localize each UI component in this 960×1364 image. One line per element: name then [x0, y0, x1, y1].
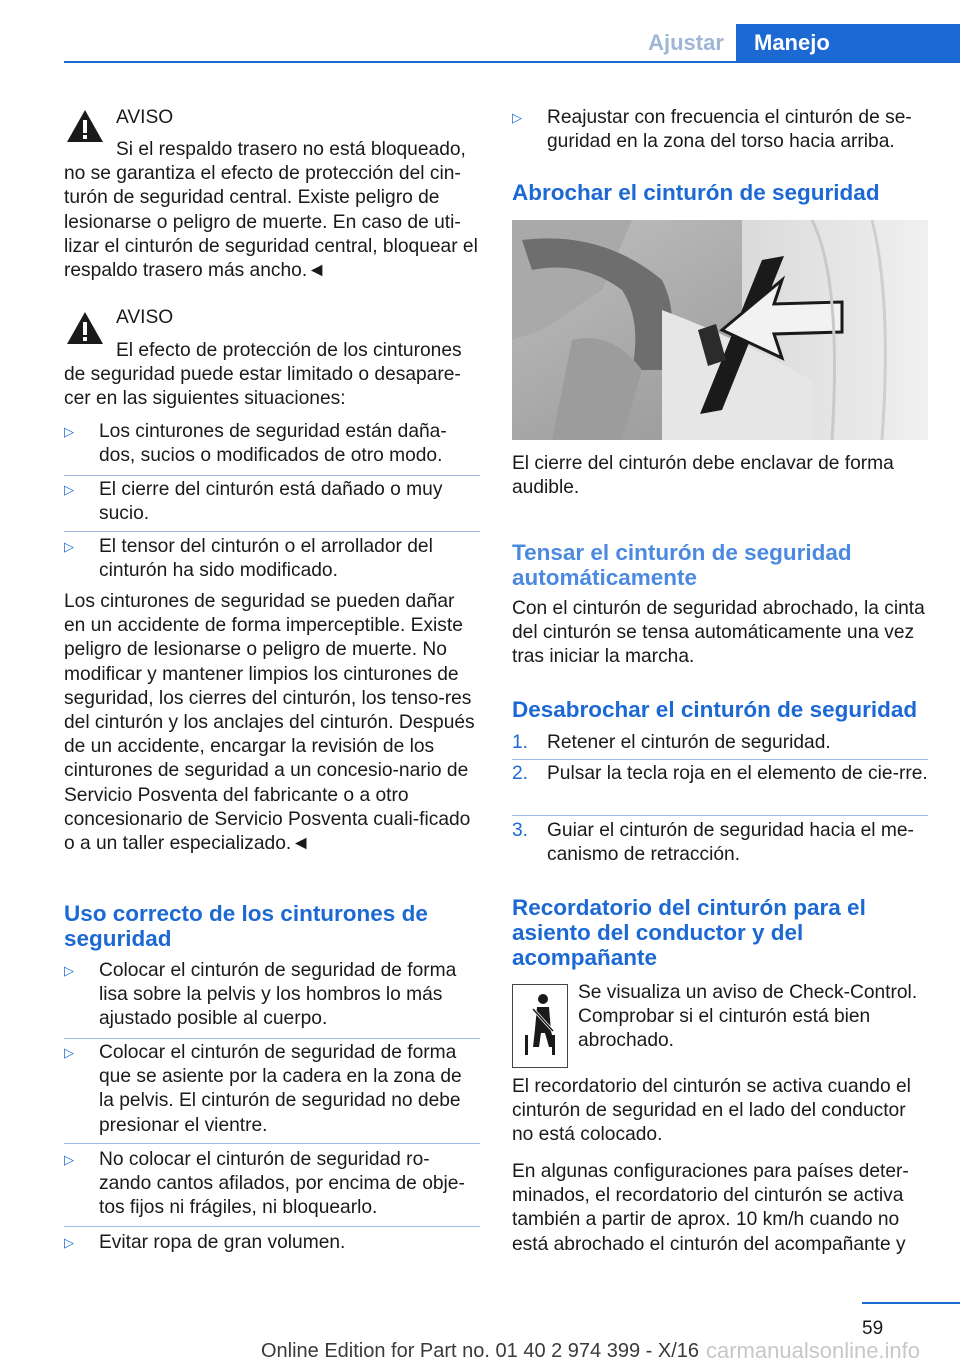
tab-manejo[interactable]: Manejo: [736, 24, 960, 62]
list-separator: [512, 759, 928, 760]
list-item: ▷ El tensor del cinturón o el arrollador del cinturón ha sido modificado.: [64, 536, 433, 582]
list-item: ▷ No colocar el cinturón de seguridad ro-zando cantos afilados, por encima de obje-tos fijos ni frágiles, ni bloquearlo.: [64, 1149, 465, 1219]
footer-rule: [862, 1302, 960, 1304]
warning-title: AVISO: [116, 307, 174, 328]
list-separator: [64, 1143, 480, 1144]
triangle-bullet-icon: ▷: [64, 963, 74, 978]
warning-text: El efecto de protección de los cinturones de seguridad puede estar limitado o desapare-cer en las siguientes situaciones:: [64, 340, 462, 410]
list-separator: [64, 1226, 480, 1227]
seatbelt-warning-icon: [512, 984, 568, 1068]
list-separator: [64, 531, 480, 532]
body-paragraph: Los cinturones de seguridad se pueden dañar en un accidente de forma imperceptible. Existe peligro de lesionarse o peligro de muerte. No modificar y mantener limpios los cinturones de seguridad, los cierres del cinturón, los tenso-res del cinturón y los anclajes del cinturón. Después de un accidente, encargar la revisión de los cinturones de seguridad a un concesio-nario de Servicio Posventa del fabricante o a otro concesionario de Servicio Posventa cuali-ficado o a un taller especializado.◄: [64, 591, 475, 855]
watermark: carmanualsonline.info: [706, 1338, 921, 1363]
list-item: ▷ Reajustar con frecuencia el cinturón de se-guridad en la zona del torso hacia arriba.: [512, 107, 912, 153]
header-rule: [64, 61, 960, 63]
triangle-bullet-icon: ▷: [512, 110, 522, 125]
warning-title: AVISO: [116, 107, 174, 128]
section-heading: Recordatorio del cinturón para el asiento del conductor y del acompañante: [512, 895, 866, 970]
list-item: ▷ Colocar el cinturón de seguridad de forma que se asiente por la cadera en la zona de la pelvis. El cinturón de seguridad no debe presionar el vientre.: [64, 1042, 462, 1136]
body-paragraph: Se visualiza un aviso de Check-Control. Comprobar si el cinturón está bien abrochado.: [578, 982, 918, 1052]
seatbelt-buckle-illustration: [512, 220, 928, 440]
list-item: ▷ Los cinturones de seguridad están daña-dos, sucios o modificados de otro modo.: [64, 421, 447, 467]
tab-ajustar[interactable]: Ajustar: [648, 30, 724, 55]
list-item: 1. Retener el cinturón de seguridad.: [512, 732, 831, 753]
list-item: ▷ Evitar ropa de gran volumen.: [64, 1231, 480, 1255]
section-heading: Desabrochar el cinturón de seguridad: [512, 697, 918, 722]
page-number: 59: [862, 1318, 884, 1339]
body-paragraph: El recordatorio del cinturón se activa cuando el cinturón de seguridad en el lado del conductor no está colocado.: [512, 1076, 911, 1146]
triangle-bullet-icon: ▷: [64, 424, 74, 439]
triangle-bullet-icon: ▷: [64, 1152, 74, 1167]
list-item: ▷ El cierre del cinturón está dañado o muy sucio.: [64, 479, 443, 525]
body-paragraph: En algunas configuraciones para países deter-minados, el recordatorio del cinturón se activa también a partir de aprox. 10 km/h cuando no está abrochado el cinturón del acompañante y: [512, 1161, 909, 1255]
body-paragraph: Con el cinturón de seguridad abrochado, la cinta del cinturón se tensa automáticamente una vez tras iniciar la marcha.: [512, 598, 925, 668]
list-item: ▷ Colocar el cinturón de seguridad de forma lisa sobre la pelvis y los hombros lo más ajustado posible al cuerpo.: [64, 960, 457, 1030]
list-item: 3. Guiar el cinturón de seguridad hacia el me-canismo de retracción.: [512, 820, 914, 866]
triangle-bullet-icon: ▷: [64, 539, 74, 554]
section-heading: Tensar el cinturón de seguridad automáticamente: [512, 540, 852, 590]
triangle-bullet-icon: ▷: [64, 1235, 74, 1250]
list-separator: [64, 1038, 480, 1039]
seatbelt-buckle-photo: [512, 220, 928, 440]
section-heading: Abrochar el cinturón de seguridad: [512, 180, 880, 205]
section-heading: Uso correcto de los cinturones de seguridad: [64, 901, 428, 951]
body-paragraph: El cierre del cinturón debe enclavar de forma audible.: [512, 453, 894, 499]
list-separator: [64, 475, 480, 476]
triangle-bullet-icon: ▷: [64, 482, 74, 497]
footer-edition: Online Edition for Part no. 01 40 2 974 399 - X/16: [260, 1340, 700, 1362]
list-item: 2. Pulsar la tecla roja en el elemento de cie-rre.: [512, 763, 928, 784]
warning-text: Si el respaldo trasero no está bloqueado, no se garantiza el efecto de protección del cin-turón de seguridad central. Existe peligro de lesionarse o peligro de muerte. En caso de uti-lizar el cinturón de seguridad central, bloquear el respaldo trasero más ancho.◄: [64, 139, 478, 282]
triangle-bullet-icon: ▷: [64, 1045, 74, 1060]
list-separator: [512, 815, 928, 816]
